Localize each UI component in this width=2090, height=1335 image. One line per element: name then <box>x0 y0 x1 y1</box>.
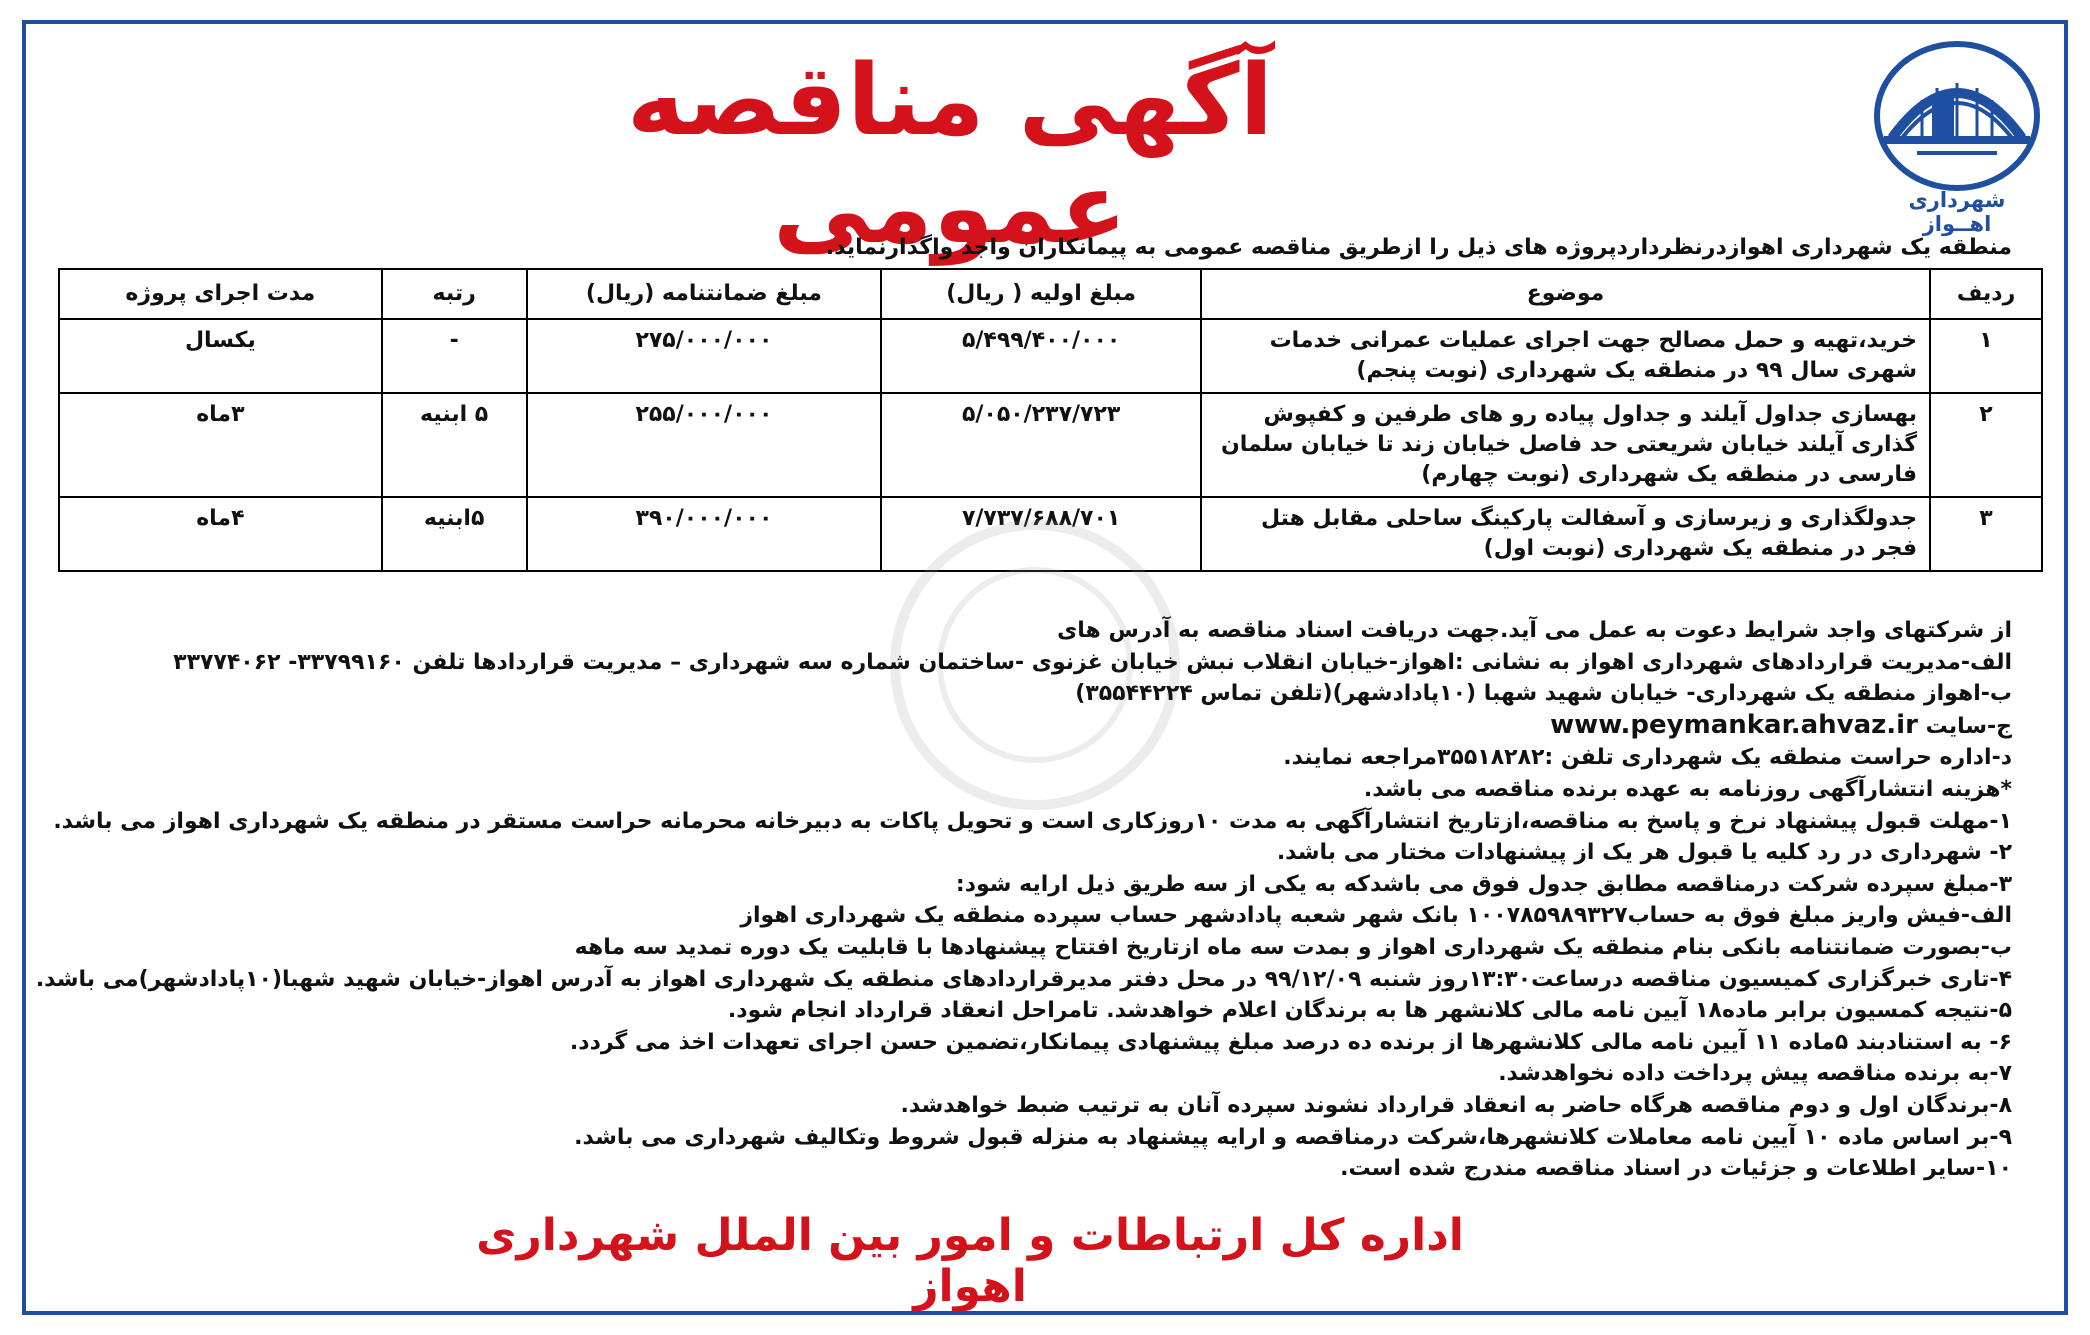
table-header-row <box>59 269 2042 319</box>
table-row <box>59 393 2042 497</box>
row-guarantee-amount: ۲۷۵/۰۰۰/۰۰۰ <box>527 319 882 393</box>
table-row <box>59 319 2042 393</box>
cost-note: *هزینه انتشارآگهی روزنامه به عهده برنده مناقصه می باشد. <box>1363 776 2012 802</box>
intro-text: منطقه یک شهرداری اهوازدرنظرداردپروژه های ذیل را ازطریق مناقصه عمومی به پیمانکاران واجد واگذارنماید. <box>825 235 2012 260</box>
header-rank: رتبه <box>382 269 527 319</box>
row-number: ۳ <box>1930 497 2042 571</box>
row-number: ۱ <box>1930 319 2042 393</box>
invite-line: از شرکتهای واجد شرایط دعوت به عمل می آید.جهت دریافت اسناد مناقصه به آدرس های <box>1057 618 2012 643</box>
condition-item: ۲- شهرداری در رد کلیه یا قبول هر یک از پیشنهادات مختار می باشد. <box>1276 840 2012 866</box>
website-line <box>42 710 2012 743</box>
row-rank: ۵ ابنیه <box>382 393 527 497</box>
row-guarantee-amount: ۳۹۰/۰۰۰/۰۰۰ <box>527 497 882 571</box>
website-label: ج-سایت <box>1925 713 2012 739</box>
row-rank: ۵ابنیه <box>382 497 527 571</box>
header-duration: مدت اجرای پروژه <box>59 269 382 319</box>
condition-item: ۶- به استنادبند ۵ماده ۱۱ آیین نامه مالی کلانشهرها از برنده ده درصد مبلغ پیشنهادی پیمانکار،تضمین حسن اجرای تعهدات اخذ می گردد. <box>569 1029 2012 1055</box>
row-subject: خرید،تهیه و حمل مصالح جهت اجرای عملیات عمرانی خدمات شهری سال ۹۹ در منطقه یک شهرداری (نوبت پنجم) <box>1201 319 1930 393</box>
condition-item: ۹-بر اساس ماده ۱۰ آیین نامه معاملات کلانشهرها،شرکت درمناقصه و ارایه پیشنهاد به منزله قبول شروط وتکالیف شهرداری می باشد. <box>574 1124 2012 1150</box>
tender-table <box>58 268 2043 572</box>
website-link[interactable]: www.peymankar.ahvaz.ir <box>1550 709 1918 740</box>
header-row-number: ردیف <box>1930 269 2042 319</box>
row-subject: بهسازی جداول آیلند و جداول پیاده رو های طرفین و کفپوش گذاری آیلند خیابان شریعتی حد فاصل خیابان زند تا خیابان سلمان فارسی در منطقه یک شهرداری (نوبت چهارم) <box>1201 393 1930 497</box>
notice-body <box>35 615 2012 1185</box>
page-title: آگهی مناقصه عمومی <box>626 44 1274 266</box>
header-initial-amount: مبلغ اولیه ( ریال) <box>881 269 1201 319</box>
condition-item: ب-بصورت ضمانتنامه بانکی بنام منطقه یک شهرداری اهواز و بمدت سه ماه ازتاریخ افتتاح پیشنهادها با قابلیت یک دوره تمدید سه ماهه <box>574 934 2012 960</box>
row-duration: ۳ماه <box>59 393 382 497</box>
row-initial-amount: ۵/۴۹۹/۴۰۰/۰۰۰ <box>881 319 1201 393</box>
address-d: د-اداره حراست منطقه یک شهرداری تلفن :۳۵۵۱۸۲۸۲مراجعه نمایند. <box>1283 745 2012 771</box>
row-initial-amount: ۵/۰۵۰/۲۳۷/۷۲۳ <box>881 393 1201 497</box>
row-initial-amount: ۷/۷۳۷/۶۸۸/۷۰۱ <box>881 497 1201 571</box>
condition-item: ۱۰-سایر اطلاعات و جزئیات در اسناد مناقصه مندرج شده است. <box>1340 1156 2012 1182</box>
table-row <box>59 497 2042 571</box>
condition-item: ۳-مبلغ سپرده شرکت درمناقصه مطابق جدول فوق می باشدکه به یکی از سه طریق ذیل ارایه شود: <box>955 871 2012 897</box>
address-b: ب-اهواز منطقه یک شهرداری- خیابان شهید شهبا (۱۰پادادشهر)(تلفن تماس ۳۵۵۴۴۲۲۴) <box>1075 681 2012 707</box>
address-a: الف-مدیریت قراردادهای شهرداری اهواز به نشانی :اهواز-خیابان انقلاب نبش خیابان غزنوی -ساختمان شماره سه شهرداری – مدیریت قراردادها تلفن ۳۳۷۹۹۱۶۰- ۳۳۷۷۴۰۶۲ <box>173 649 2012 675</box>
header-subject: موضوع <box>1201 269 1930 319</box>
condition-item: الف-فیش واریز مبلغ فوق به حساب۱۰۰۷۸۵۹۸۹۳۲۷ بانک شهر شعبه پادادشهر حساب سپرده منطقه یک شهرداری اهواز <box>740 903 2012 929</box>
condition-item: ۵-نتیجه کمسیون برابر ماده۱۸ آیین نامه مالی کلانشهر ها به برندگان اعلام خواهدشد. تامراحل انعقاد قرارداد انجام شود. <box>727 998 2012 1024</box>
row-rank: - <box>382 319 527 393</box>
row-duration: ۴ماه <box>59 497 382 571</box>
row-number: ۲ <box>1930 393 2042 497</box>
condition-item: ۱-مهلت قبول پیشنهاد نرخ و پاسخ به مناقصه،ازتاریخ انتشارآگهی به مدت ۱۰روزکاری است و تحویل پاکات به دبیرخانه محرمانه حراست مستقر در منطقه یک شهرداری اهواز می باشد. <box>53 808 2012 834</box>
condition-item: ۸-برندگان اول و دوم مناقصه هرگاه حاضر به انعقاد قرارداد نشوند سپرده آنان به ترتیب ضبط خواهدشد. <box>900 1092 2012 1118</box>
footer-department: اداره کل ارتباطات و امور بین الملل شهرداری اهواز <box>476 1210 1464 1312</box>
row-guarantee-amount: ۲۵۵/۰۰۰/۰۰۰ <box>527 393 882 497</box>
logo-caption: شهرداری اهــواز <box>1908 188 2006 236</box>
header-guarantee-amount: مبلغ ضمانتنامه (ریال) <box>527 269 882 319</box>
condition-item: ۴-تاری خبرگزاری کمیسیون مناقصه درساعت۱۳:۳۰روز شنبه ۹۹/۱۲/۰۹ در محل دفتر مدیرقراردادهای منطقه یک شهرداری اهواز به آدرس اهواز-خیابان شهید شهبا(۱۰پادادشهر)می باشد. <box>35 966 2012 992</box>
condition-item: ۷-به برنده مناقصه پیش پرداخت داده نخواهدشد. <box>1498 1061 2012 1087</box>
row-duration: یکسال <box>59 319 382 393</box>
row-subject: جدولگذاری و زیرسازی و آسفالت پارکینگ ساحلی مقابل هتل فجر در منطقه یک شهرداری (نوبت اول) <box>1201 497 1930 571</box>
